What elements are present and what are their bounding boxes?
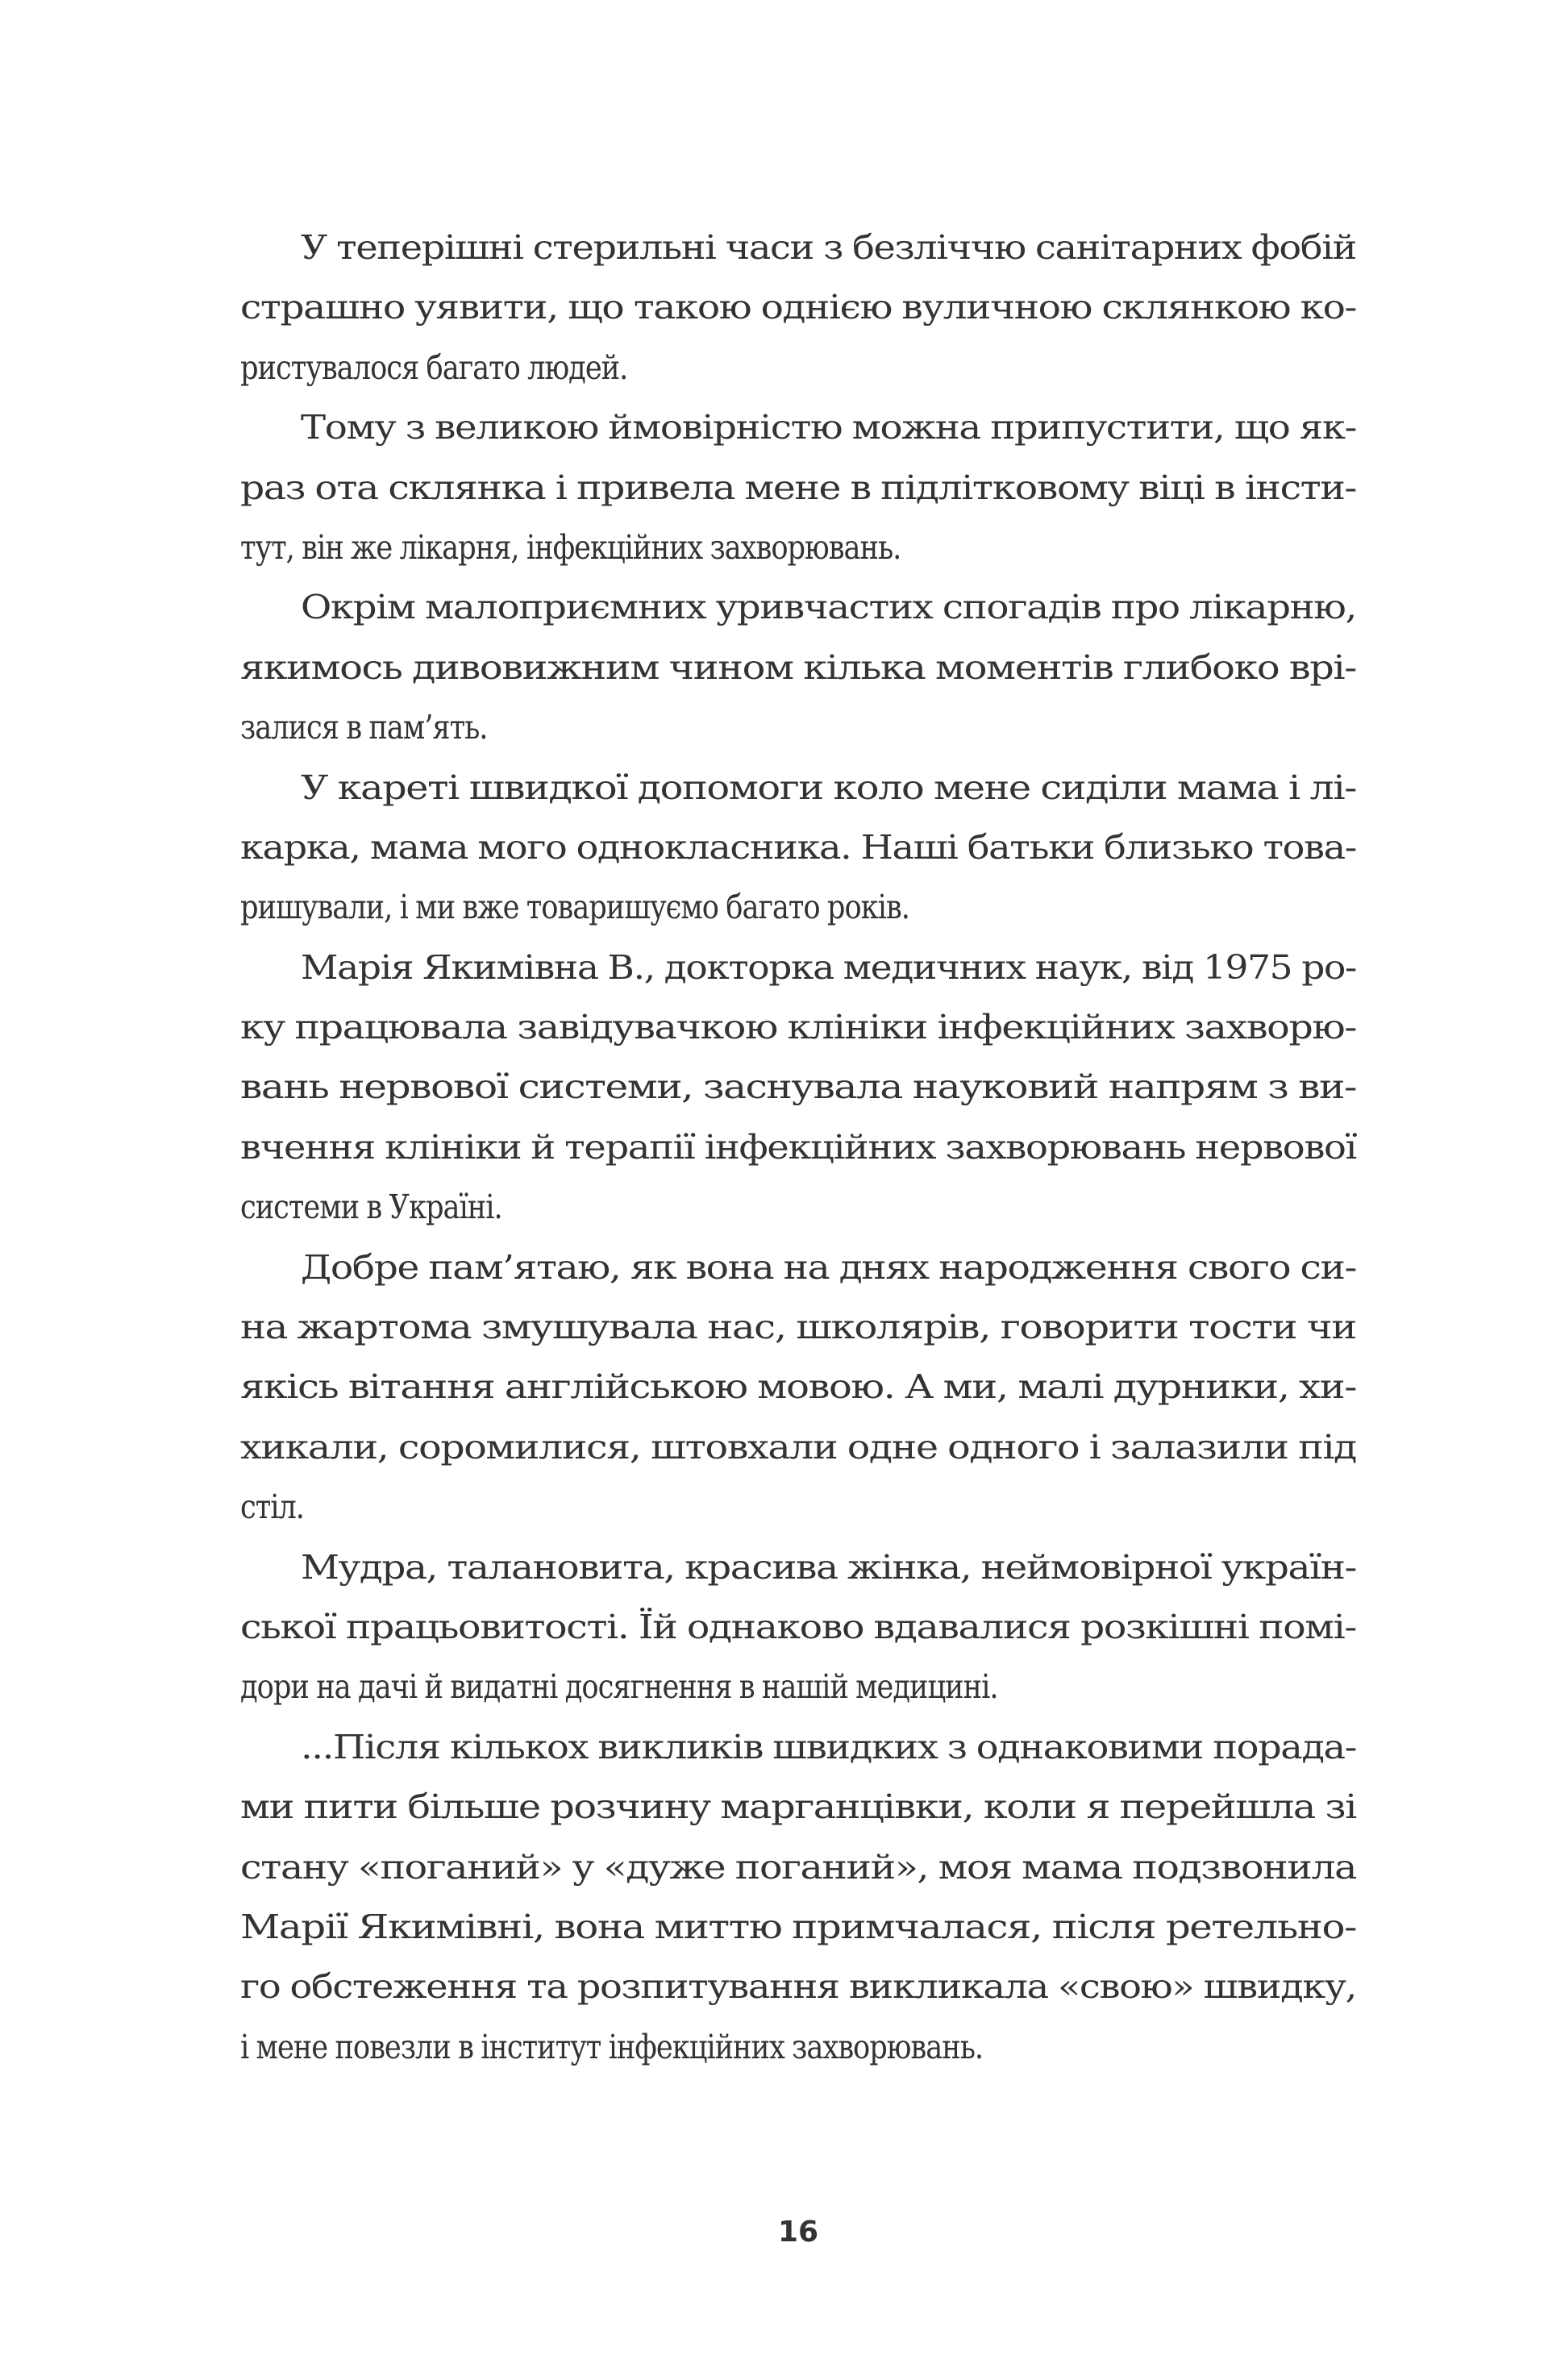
text-line: Мудра, талановита, красива жінка, неймовірної україн- xyxy=(301,1547,1357,1587)
text-line: якісь вітання англійською мовою. А ми, малі дурники, хи- xyxy=(240,1367,1356,1407)
text-line: вчення клініки й терапії інфекційних захворювань нервової xyxy=(240,1127,1356,1167)
text-line: Марія Якимівна В., докторка медичних наук, від 1975 ро- xyxy=(301,947,1356,987)
text-line: на жартома змушувала нас, школярів, говорити тости чи xyxy=(240,1308,1356,1347)
paragraph xyxy=(240,938,1356,1238)
paragraph xyxy=(240,1717,1356,2077)
text-line: хикали, соромилися, штовхали одне одного і залазили під xyxy=(240,1427,1357,1467)
text-line: залися в пам’ять. xyxy=(240,708,488,747)
paragraph xyxy=(240,1238,1356,1537)
text-line: ...Після кількох викликів швидких з однаковими порада- xyxy=(301,1727,1356,1766)
text-line: і мене повезли в інститут інфекційних захворювань. xyxy=(240,2027,984,2066)
text-line: ришували, і ми вже товаришуємо багато років. xyxy=(240,888,909,927)
paragraph xyxy=(240,397,1356,577)
text-line: ристувалося багато людей. xyxy=(240,347,628,387)
paragraph xyxy=(240,758,1356,938)
text-line: страшно уявити, що такою однією вуличною склянкою ко- xyxy=(240,288,1356,327)
text-line: Окрім малоприємних уривчастих спогадів про лікарню, xyxy=(301,588,1356,627)
text-line: Добре пам’ятаю, як вона на днях народження свого си- xyxy=(301,1247,1356,1287)
paragraph xyxy=(240,577,1356,757)
text-line: дори на дачі й видатні досягнення в нашій медицині. xyxy=(240,1667,998,1707)
text-line: ку працювала завідувачкою клініки інфекційних захворю- xyxy=(240,1008,1356,1047)
text-line: У теперішні стерильні часи з безліччю санітарних фобій xyxy=(301,228,1356,267)
text-line: тут, він же лікарня, інфекційних захворювань. xyxy=(240,527,901,567)
text-line: го обстеження та розпитування викликала «свою» швидку, xyxy=(240,1967,1357,2007)
text-line: ської працьовитості. Їй однаково вдавалися розкішні помі- xyxy=(240,1607,1356,1646)
text-line: вань нервової системи, заснувала науковий напрям з ви- xyxy=(240,1067,1356,1107)
text-line: У кареті швидкої допомоги коло мене сиділи мама і лі- xyxy=(301,768,1356,807)
text-line: Марії Якимівні, вона миттю примчалася, після ретельно- xyxy=(240,1907,1356,1946)
page-number: 16 xyxy=(777,2216,819,2249)
text-line: Тому з великою ймовірністю можна припустити, що як- xyxy=(301,408,1356,447)
text-line: карка, мама мого однокласника. Наші батьки близько това- xyxy=(240,827,1356,867)
text-line: ми пити більше розчину марганцівки, коли я перейшла зі xyxy=(240,1787,1356,1827)
text-line: системи в Україні. xyxy=(240,1188,502,1227)
body-text xyxy=(240,218,1356,2077)
text-line: якимось дивовижним чином кілька моментів глибоко врі- xyxy=(240,647,1356,687)
paragraph xyxy=(240,1537,1356,1717)
paragraph xyxy=(240,218,1356,397)
text-line: стану «поганий» у «дуже поганий», моя мама подзвонила xyxy=(240,1847,1356,1887)
text-line: стіл. xyxy=(240,1488,304,1527)
text-line: раз ота склянка і привела мене в підлітковому віці в інсти- xyxy=(240,468,1357,507)
